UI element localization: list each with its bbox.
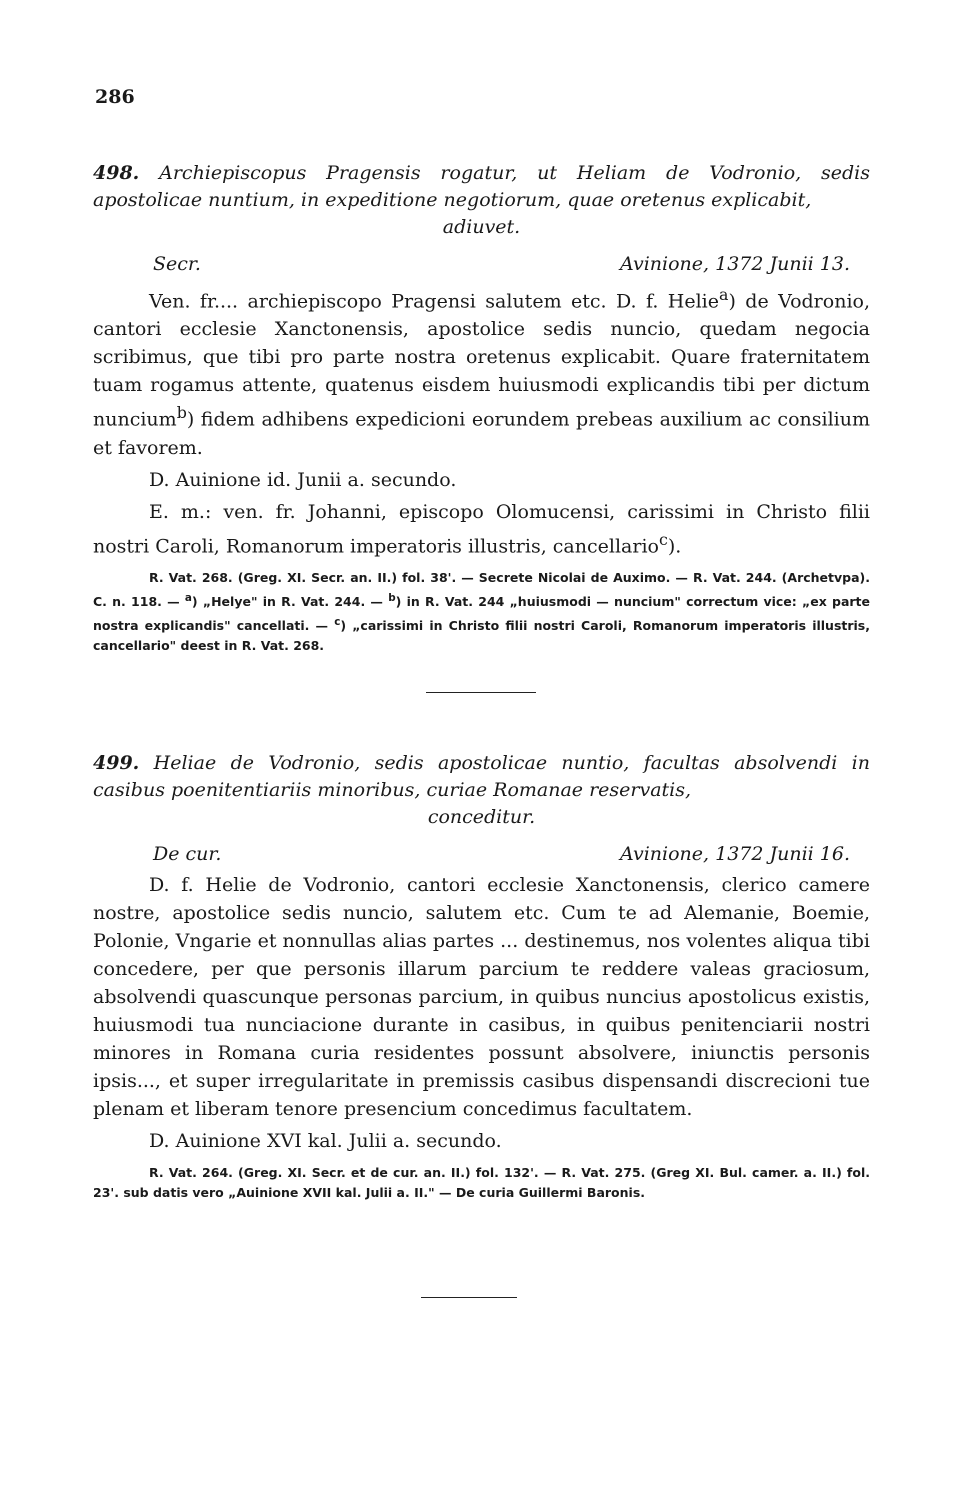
note-c: ) „carissimi in Christo filii nostri Caroli, Romanorum imperatoris illustris, cancellario" deest in R. Vat. 268. xyxy=(93,618,870,654)
doc-498-dateline xyxy=(153,251,850,277)
doc-499-body: D. f. Helie de Vodronio, cantori ecclesie Xanctonensis, clerico camere nostre, apostolice sedis nuncio, salutem etc. Cum te ad Alemanie, Boemie, Polonie, Vngarie et nonnullas alias partes ... destinemus, nos volentes aliqua tibi concedere, per que personis illarum parcium te reddere valeas graciosum, absolvendi quascunque personas parcium, in quibus nuncius apostolicus existis, huiusmodi tua nunciacione durante in casibus, in quibus penitenciarii nostri minores in Romana curia residentes possunt absolvere, iniunctis personis ipsis..., et super irregularitate in premissis casibus dispensandi discrecioni tue plenam et liberam tenore presencium concedimus facultatem. xyxy=(93,874,870,1120)
footnote-ref-a: a xyxy=(719,285,729,304)
doc-498-address xyxy=(93,498,870,560)
doc-498-address-text: E. m.: ven. fr. Johanni, episcopo Olomucensi, carissimi in Christo filii nostri Caroli, Romanorum imperatoris illustris, cancellario xyxy=(93,500,870,557)
doc-499-place-date: Avinione, 1372 Junii 16. xyxy=(620,843,850,865)
doc-498-notes xyxy=(93,568,870,656)
doc-499-dateline xyxy=(153,841,850,867)
note-marker-a: a xyxy=(184,591,192,604)
doc-499-number: 499. xyxy=(93,752,140,774)
doc-498-number: 498. xyxy=(93,162,140,184)
document-498 xyxy=(93,160,870,656)
section-divider xyxy=(426,692,536,693)
note-sources: R. Vat. 268. (Greg. XI. Secr. an. II.) fol. 38'. — Secrete Nicolai de Auximo. — R. Vat. 244. (Archetvpa). C. n. 118. — xyxy=(93,569,870,610)
document-499 xyxy=(93,750,870,1203)
doc-498-heading xyxy=(93,160,870,214)
doc-498-address-end: ). xyxy=(667,534,682,557)
doc-498-date-line: D. Auinione id. Junii a. secundo. xyxy=(149,468,457,491)
doc-498-heading-end: adiuvet. xyxy=(442,216,521,238)
doc-499-heading-text: Heliae de Vodronio, sedis apostolicae nuntio, facultas absolvendi in casibus poenitentiariis minoribus, curiae Romanae reservatis, xyxy=(93,752,870,801)
doc-499-date-line: D. Auinione XVI kal. Julii a. secundo. xyxy=(149,1130,502,1152)
note-marker-c: c xyxy=(334,616,341,629)
doc-498-body-part-2: ) de Vodronio, cantori ecclesie Xanctonensis, apostolice sedis nuncio, quedam negocia scribimus, que tibi pro parte nostra oretenus explicabit. Quare fraternitatem tuam rogamus attente, quatenus eisdem huiusmodi explicandis tibi per dictum nuncium xyxy=(93,290,870,431)
doc-499-apparatus: R. Vat. 264. (Greg. XI. Secr. et de cur. an. II.) fol. 132'. — R. Vat. 275. (Greg XI. Bul. camer. a. II.) fol. 23'. sub datis vero „Auinione XVII kal. Julii a. II." — De curia Guillermi Baronis. xyxy=(93,1165,870,1200)
doc-498-place-date: Avinione, 1372 Junii 13. xyxy=(620,253,850,275)
doc-498-body xyxy=(93,281,870,462)
page-number: 286 xyxy=(95,86,135,108)
doc-498-body-part-1: Ven. fr.... archiepiscopo Pragensi salutem etc. D. f. Helie xyxy=(149,290,720,313)
doc-499-notes xyxy=(93,1163,870,1203)
doc-498-register: Secr. xyxy=(153,253,201,275)
footnote-ref-c: c xyxy=(658,529,668,549)
doc-499-heading xyxy=(93,750,870,804)
doc-498-heading-text: Archiepiscopus Pragensis rogatur, ut Heliam de Vodronio, sedis apostolicae nuntium, in expeditione negotiorum, quae oretenus explicabit, xyxy=(93,162,870,211)
doc-498-body-part-3: ) fidem adhibens expedicioni eorundem prebeas auxilium ac consilium et favorem. xyxy=(93,408,870,459)
doc-499-heading-end: conceditur. xyxy=(427,806,536,828)
doc-499-register: De cur. xyxy=(153,843,222,865)
footnote-ref-b: b xyxy=(176,403,187,423)
note-b: ) in R. Vat. 244 „huiusmodi — nuncium" correctum vice: „ex parte nostra explicandis" cancellati. — xyxy=(93,594,871,634)
note-a: ) „Helye" in R. Vat. 244. — xyxy=(191,594,383,610)
note-marker-b: b xyxy=(388,591,396,604)
end-divider xyxy=(421,1297,517,1298)
doc-498-apparatus xyxy=(93,568,870,656)
